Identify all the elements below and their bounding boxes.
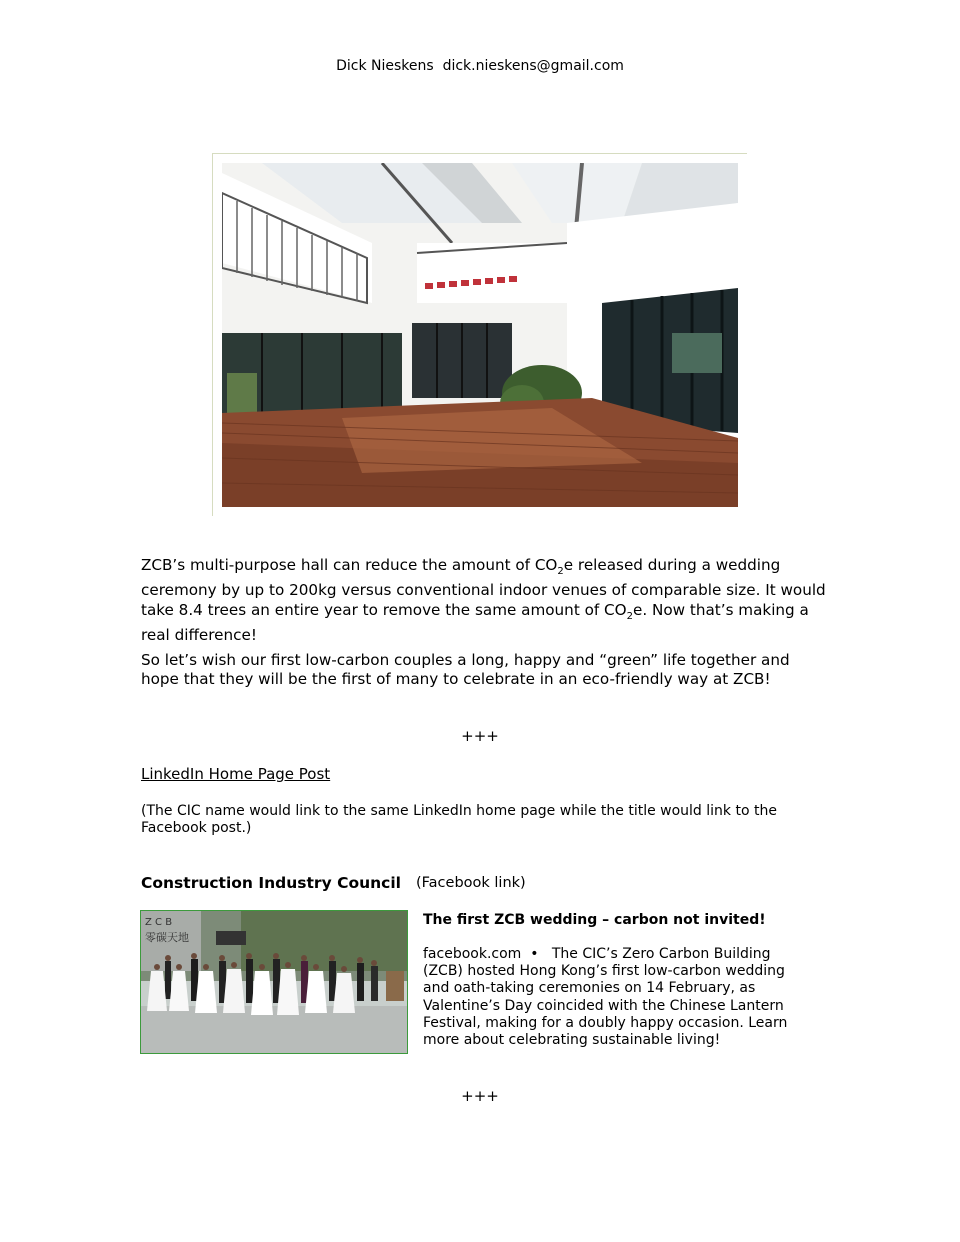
post-description-text: The CIC’s Zero Carbon Building (ZCB) hosted Hong Kong’s first low-carbon wedding and oath-taking ceremonies on 14 February, as Valentine’s Day coincided with the Chinese Lantern Festival, making for a doubly happy occasion. Learn more about celebrating sustainable living! xyxy=(423,946,788,1049)
wedding-thumbnail[interactable] xyxy=(140,910,408,1054)
facebook-link-note: (Facebook link) xyxy=(416,875,526,891)
sign-text-zcb: Z C B xyxy=(145,917,173,928)
sign-text-chinese: 零碳天地 xyxy=(145,931,189,944)
linkedin-heading: LinkedIn Home Page Post xyxy=(141,765,331,783)
separator-bottom: +++ xyxy=(461,1087,499,1105)
linkedin-note: (The CIC name would link to the same LinkedIn home page while the title would link to the Facebook post.) xyxy=(141,803,777,836)
hall-photo xyxy=(222,163,738,507)
page-header xyxy=(0,58,960,74)
post-title[interactable]: The first ZCB wedding – carbon not invited! xyxy=(423,912,766,928)
author-email: dick.nieskens@gmail.com xyxy=(442,58,624,74)
paragraph-co2: ZCB’s multi-purpose hall can reduce the amount of $CO_2e$ released during a wedding ceremony by up to 200kg versus conventional indoor venues of comparable size. It would take 8.4 trees an entire year to remove the same amount of $CO_2e$. Now that’s making a real difference! xyxy=(141,556,826,644)
separator: +++ xyxy=(461,727,499,745)
post-description xyxy=(423,946,808,1049)
paragraph-wishes: So let’s wish our first low-carbon couples a long, happy and “green” life together and hope that they will be the first of many to celebrate in an eco-friendly way at ZCB! xyxy=(141,651,790,689)
bullet-separator: • xyxy=(530,946,539,962)
author-name: Dick Nieskens xyxy=(336,58,434,74)
post-source: facebook.com xyxy=(423,946,522,962)
org-name[interactable]: Construction Industry Council xyxy=(141,874,401,892)
